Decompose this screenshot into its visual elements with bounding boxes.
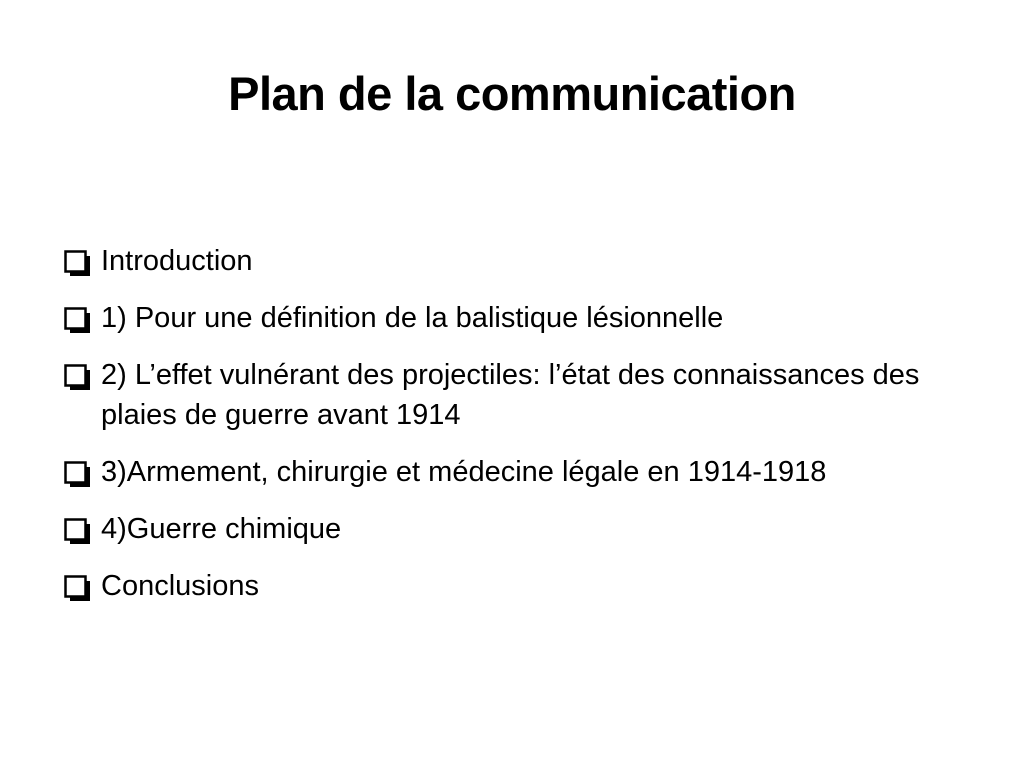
- list-item-label: 1) Pour une définition de la balistique lésionnelle: [101, 302, 724, 334]
- checkbox-square-icon: [64, 307, 91, 334]
- slide-title: Plan de la communication: [228, 67, 796, 120]
- list-item: [62, 566, 962, 606]
- list-item: [62, 241, 962, 281]
- checkbox-square-icon: [64, 575, 91, 602]
- list-item-label: 4)Guerre chimique: [101, 513, 342, 545]
- list-item: [62, 355, 962, 435]
- checkbox-square-icon: [64, 250, 91, 277]
- checkbox-square-icon: [64, 364, 91, 391]
- list-item-label: 2) L’effet vulnérant des projectiles: l’état des connaissances des plaies de guerre avant 1914: [101, 359, 920, 431]
- checkbox-square-icon: [64, 461, 91, 488]
- list-item-label: 3)Armement, chirurgie et médecine légale en 1914-1918: [101, 456, 827, 488]
- list-item-label: Introduction: [101, 245, 253, 277]
- checkbox-square-icon: [64, 518, 91, 545]
- list-item: [62, 298, 962, 338]
- list-item-label: Conclusions: [101, 570, 259, 602]
- bullet-list: [62, 241, 962, 623]
- list-item: [62, 452, 962, 492]
- list-item: [62, 509, 962, 549]
